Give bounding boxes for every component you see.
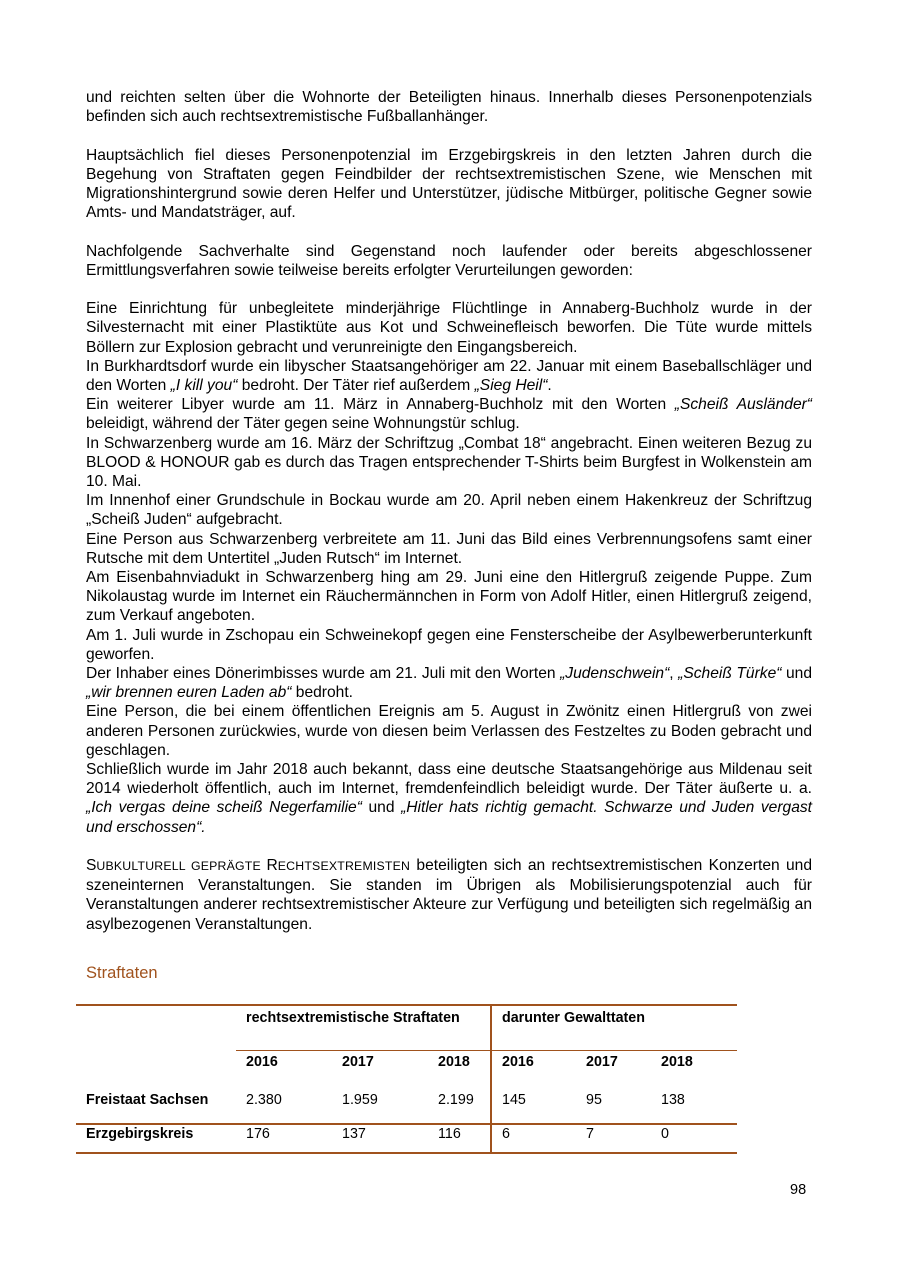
table-year-header: 2017 [586,1053,618,1070]
table-cell: 6 [491,1124,576,1153]
section-heading: Straftaten [86,964,158,982]
incident-item: Eine Person, die bei einem öffentlichen Ereignis am 5. August in Zwönitz einen Hitlergruß von zwei anderen Personen zurückwies, wurde von diesen beim Verlassen des Festzeltes zu Boden gebracht und geschlagen. [86,703,812,759]
table-group-header: darunter Gewalttaten [491,1005,737,1050]
table-year-header: 2016 [491,1050,576,1092]
table-cell: 2.380 [246,1092,282,1108]
incident-item: In Burkhardtsdorf wurde ein libyscher Staatsangehöriger am 22. Januar mit einem Baseballschläger und den Worten „I kill you“ bedroht. Der Täter rief außerdem „Sieg Heil“. [86,357,812,394]
page-number: 98 [790,1182,807,1198]
table-group-header: rechtsextremistische Straftaten [236,1005,491,1050]
table-row [76,1124,737,1153]
table-year-header: 2018 [438,1053,470,1070]
table-year-header: 2018 [661,1053,693,1070]
table-cell: 138 [661,1092,685,1108]
statistics-table [76,1004,737,1154]
incident-item: Ein weiterer Libyer wurde am 11. März in Annaberg-Buchholz mit den Worten „Scheiß Ausländer“ beleidigt, während der Täter gegen seine Wohnungstür schlug. [86,396,813,433]
table-cell: 1.959 [342,1092,378,1108]
table-row [76,1092,737,1124]
table-cell: 0 [661,1126,669,1142]
closing-paragraph: SUBKULTURELL GEPRÄGTE RECHTSEXTREMISTEN beteiligten sich an rechtsextremistischen Konzerten und szeneinternen Veranstaltungen. Sie standen im Übrigen als Mobilisierungspotenzial auch für Veranstaltungen anderer rechtsextremistischer Akteure zur Verfügung und beteiligten sich regelmäßig an asylbezogenen Veranstaltungen. [86,857,812,933]
table-year-header: 2017 [342,1053,374,1070]
table-cell: 116 [438,1126,461,1142]
incident-item: Im Innenhof einer Grundschule in Bockau wurde am 20. April neben einem Hakenkreuz der Schriftzug „Scheiß Juden“ aufgebracht. [86,492,812,529]
table-cell: 137 [342,1126,366,1142]
table-cell: 176 [246,1126,270,1142]
table-cell: 7 [586,1126,594,1142]
table-cell: 95 [586,1092,602,1108]
incident-item: Eine Einrichtung für unbegleitete minderjährige Flüchtlinge in Annaberg-Buchholz wurde in der Silvesternacht mit einer Plastiktüte aus Kot und Schweinefleisch beworfen. Die Tüte wurde mittels Böllern zur Explosion gebracht und verunreinigte den Eingangsbereich. [86,300,812,356]
incident-item: Der Inhaber eines Dönerimbisses wurde am 21. Juli mit den Worten „Judenschwein“, „Scheiß Türke“ und „wir brennen euren Laden ab“ bedroht. [86,665,812,702]
incident-item: Eine Person aus Schwarzenberg verbreitete am 11. Juni das Bild eines Verbrennungsofens samt einer Rutsche mit dem Untertitel „Juden Rutsch“ im Internet. [86,530,812,567]
incident-item: In Schwarzenberg wurde am 16. März der Schriftzug „Combat 18“ angebracht. Einen weiteren Bezug zu BLOOD & HONOUR gab es durch das Tragen entsprechender T-Shirts beim Burgfest in Wolkenstein am 10. Mai. [86,434,812,491]
paragraph: und reichten selten über die Wohnorte der Beteiligten hinaus. Innerhalb dieses Personenpotenzials befinden sich auch rechtsextremistische Fußballanhänger. [86,89,812,126]
table-cell: 2.199 [438,1092,474,1108]
incident-item: Am Eisenbahnviadukt in Schwarzenberg hing am 29. Juni eine den Hitlergruß zeigende Puppe. Zum Nikolaustag wurde im Internet ein Räuchermännchen in Form von Adolf Hitler, einen Hitlergruß zeigend, zum Verkauf angeboten. [86,569,812,625]
table-cell: 145 [491,1092,576,1124]
paragraph: Hauptsächlich fiel dieses Personenpotenzial im Erzgebirgskreis in den letzten Jahren durch die Begehung von Straftaten gegen Feindbilder der rechtsextremistischen Szene, wie Menschen mit Migrationshintergrund sowie deren Helfer und Unterstützer, jüdische Mitbürger, politische Gegner sowie Amts- und Mandatsträger, auf. [86,146,812,222]
row-label: Erzgebirgskreis [86,1126,194,1142]
table-corner [76,1005,236,1050]
row-label: Freistaat Sachsen [86,1092,209,1108]
incident-item: Am 1. Juli wurde in Zschopau ein Schweinekopf gegen eine Fensterscheibe der Asylbewerberunterkunft geworfen. [86,626,812,663]
paragraph: Nachfolgende Sachverhalte sind Gegenstand noch laufender oder bereits abgeschlossener Ermittlungsverfahren sowie teilweise bereits erfolgter Verurteilungen geworden: [86,242,812,279]
incident-item: Schließlich wurde im Jahr 2018 auch bekannt, dass eine deutsche Staatsangehörige aus Mildenau seit 2014 wiederholt öffentlich, auch im Internet, fremdenfeindlich beleidigt wurde. Der Täter äußerte u. a. „Ich vergas deine scheiß Negerfamilie“ und „Hitler hats richtig gemacht. Schwarze und Juden vergast und erschossen“. [86,761,812,836]
body-text [86,88,812,934]
table-year-header: 2016 [246,1053,278,1070]
